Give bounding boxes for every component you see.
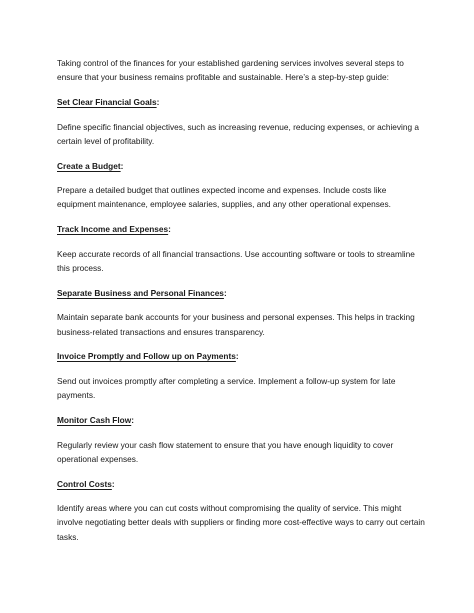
section-heading — [57, 95, 427, 109]
section-body: Identify areas where you can cut costs without compromising the quality of service. This might involve negotiating better deals with suppliers or finding more cost-effective ways to carry out certain tasks. — [57, 503, 425, 542]
section-track-income-and-expenses — [57, 222, 427, 275]
section-heading-colon: : — [168, 224, 171, 235]
section-body: Send out invoices promptly after completing a service. Implement a follow-up system for late payments. — [57, 376, 396, 401]
section-body: Maintain separate bank accounts for your business and personal expenses. This helps in tracking business-related transactions and ensures transparency. — [57, 312, 415, 337]
section-invoice-promptly — [57, 349, 427, 402]
section-body: Prepare a detailed budget that outlines expected income and expenses. Include costs like equipment maintenance, employee salaries, supplies, and any other operational expenses. — [57, 185, 391, 210]
intro-paragraph: Taking control of the finances for your established gardening services involves several steps to ensure that your business remains profitable and sustainable. Here’s a step-by-step guide: — [57, 58, 404, 83]
section-set-clear-financial-goals — [57, 95, 427, 148]
section-heading-label: Control Costs — [57, 478, 112, 489]
section-heading-label: Track Income and Expenses — [57, 224, 169, 235]
section-heading-colon: : — [131, 414, 134, 425]
section-heading-label: Create a Budget — [57, 160, 121, 171]
section-body: Define specific financial objectives, such as increasing revenue, reducing expenses, or achieving a certain level of profitability. — [57, 121, 420, 146]
section-monitor-cash-flow — [57, 413, 427, 466]
section-heading — [57, 159, 427, 173]
section-heading — [57, 222, 427, 236]
section-heading-colon: : — [120, 160, 124, 171]
section-separate-finances — [57, 286, 427, 339]
section-heading — [57, 413, 427, 427]
section-heading-colon: : — [111, 478, 115, 489]
section-heading-label: Separate Business and Personal Finances — [57, 287, 224, 298]
section-heading-label: Set Clear Financial Goals — [57, 96, 157, 107]
document-page — [57, 56, 427, 554]
section-heading-label: Invoice Promptly and Follow up on Payments — [57, 351, 236, 362]
section-body: Keep accurate records of all financial transactions. Use accounting software or tools to streamline this process. — [57, 248, 415, 274]
section-heading-colon: : — [235, 351, 239, 362]
section-create-a-budget — [57, 159, 427, 212]
section-body: Regularly review your cash flow statement to ensure that you have enough liquidity to cover operational expenses. — [57, 439, 394, 464]
section-heading-colon: : — [223, 287, 227, 298]
section-heading-label: Monitor Cash Flow — [57, 414, 132, 425]
section-heading — [57, 286, 427, 300]
section-control-costs — [57, 477, 427, 544]
section-heading-colon: : — [156, 96, 160, 107]
section-heading — [57, 349, 427, 363]
section-heading — [57, 477, 427, 491]
